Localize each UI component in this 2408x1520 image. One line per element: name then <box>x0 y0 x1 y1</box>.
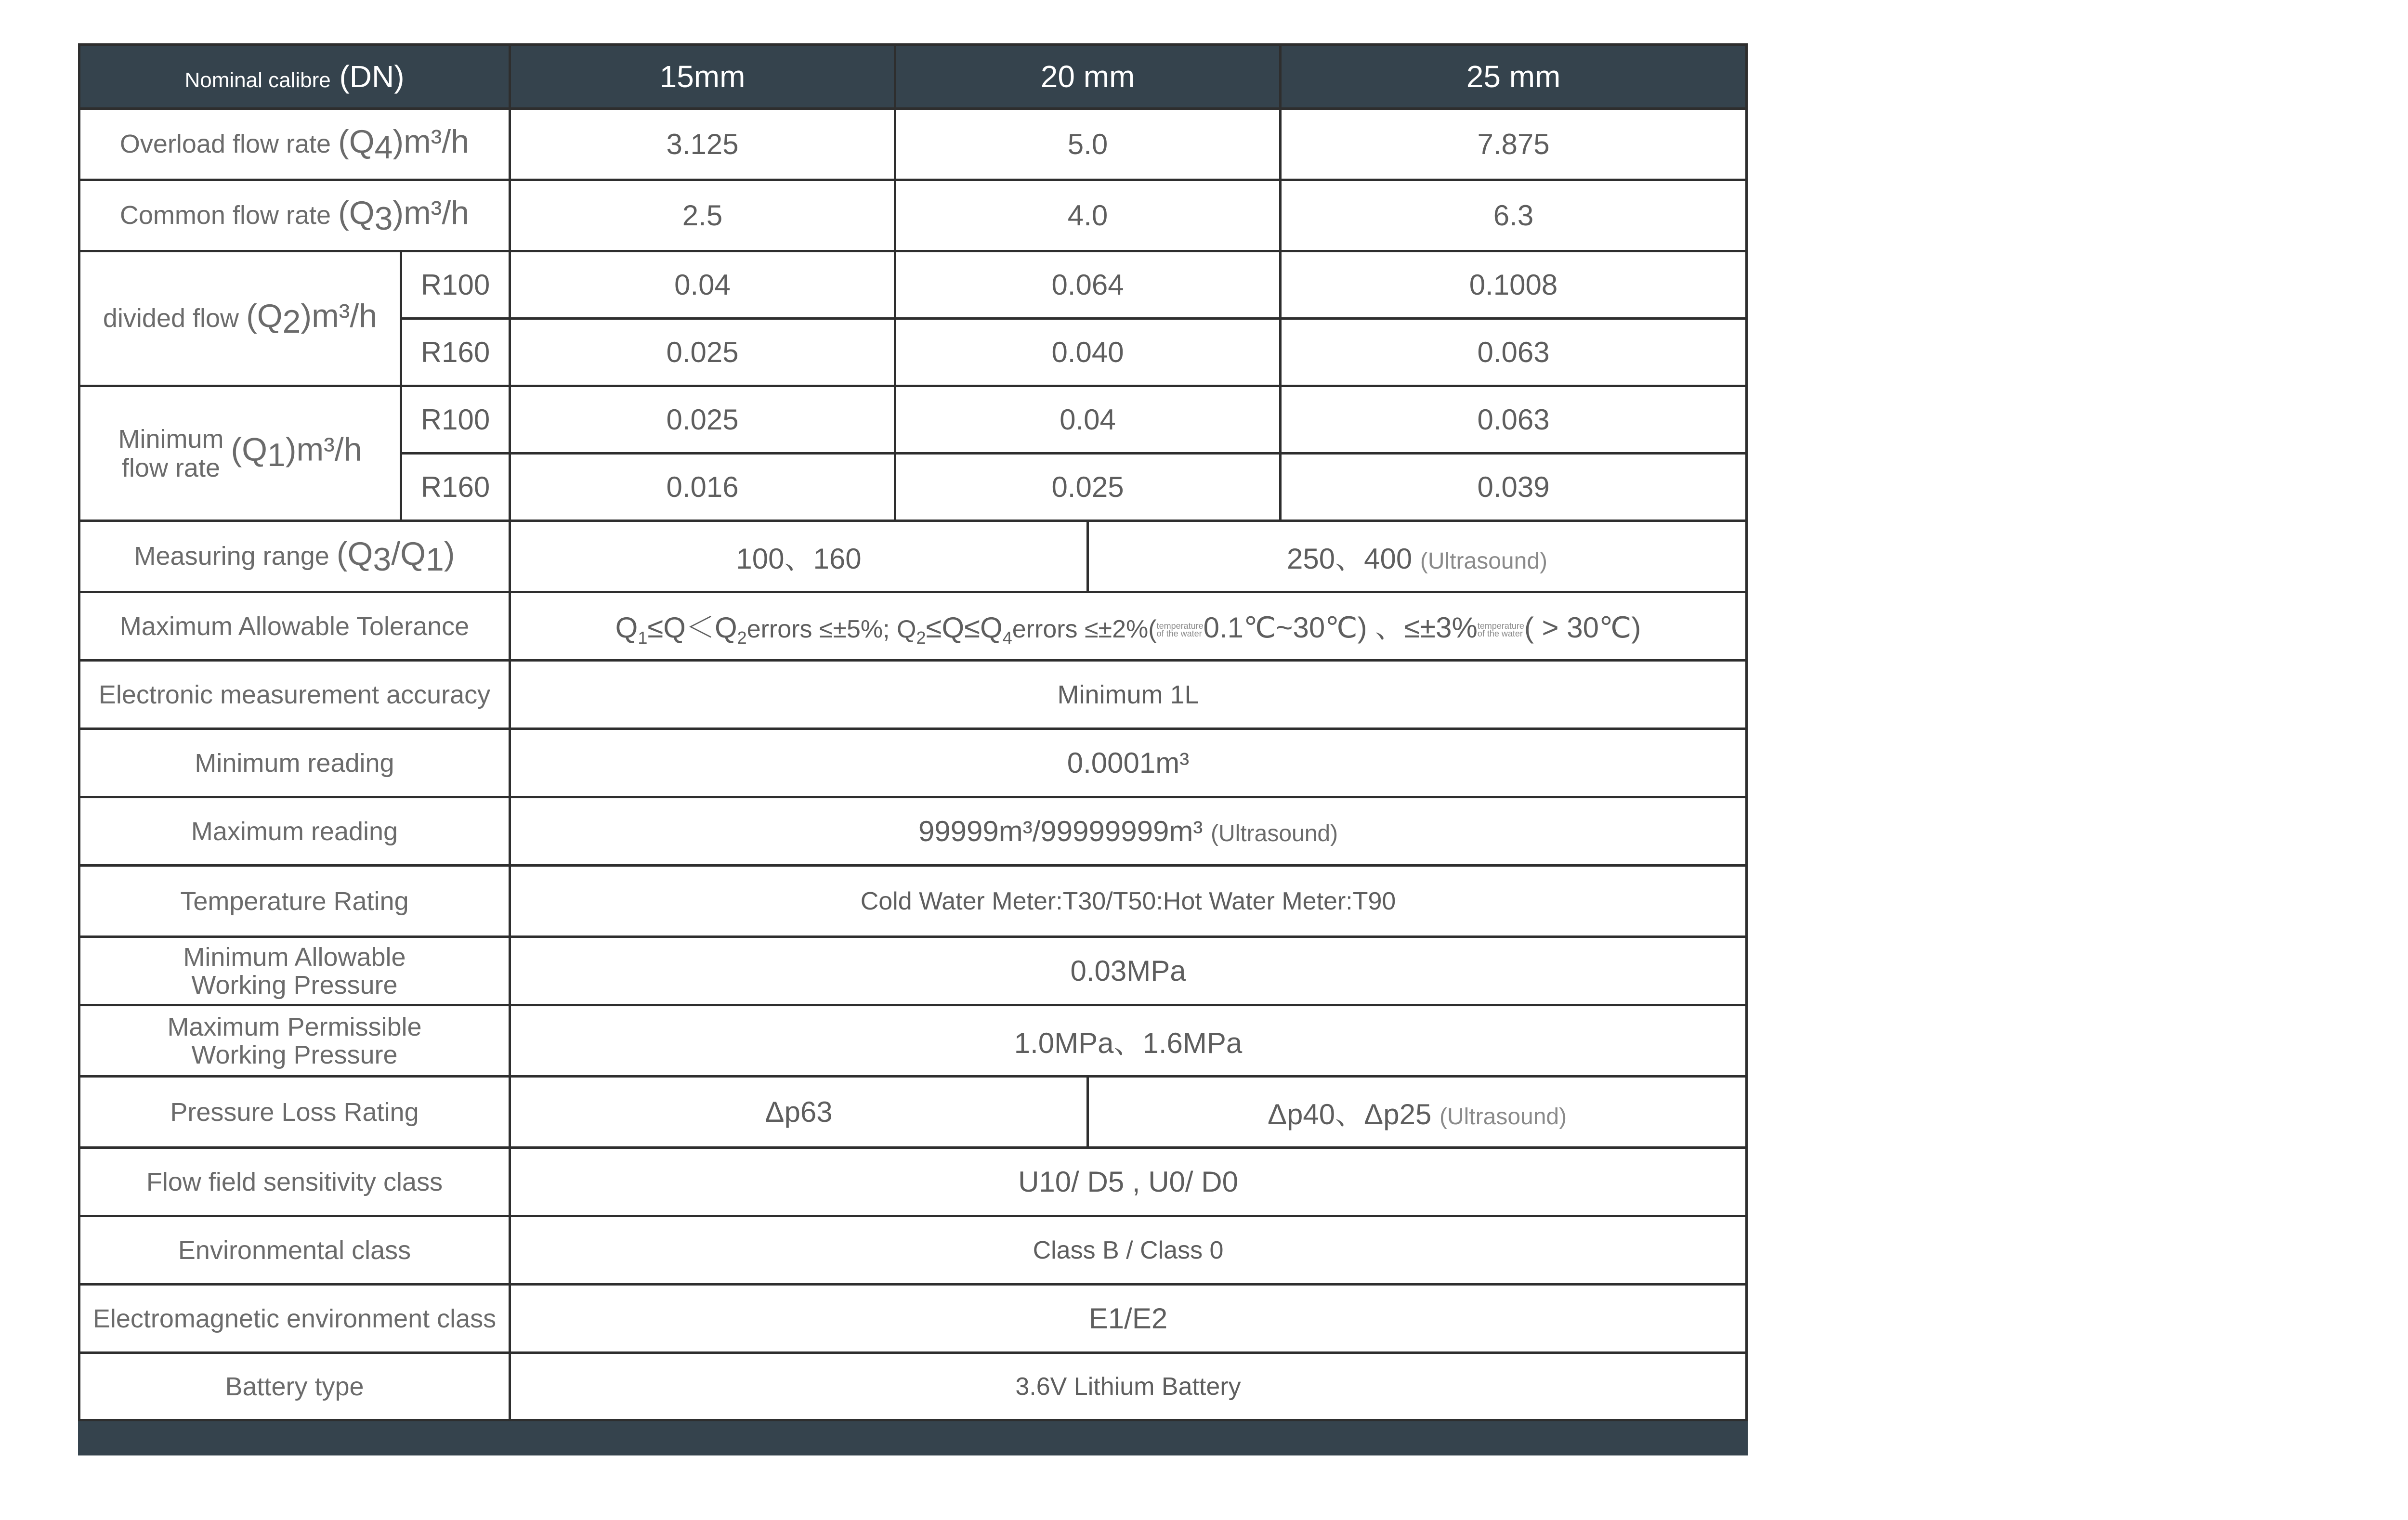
size-15mm-header: 15mm <box>510 45 895 109</box>
temperature-label: Temperature Rating <box>79 866 510 937</box>
max-pressure-row <box>79 1005 1747 1077</box>
temperature-note-1: temperature of the water <box>1156 621 1204 638</box>
min-pressure-label: Minimum Allowable Working Pressure <box>79 937 510 1005</box>
overload-20: 5.0 <box>895 109 1281 180</box>
flow-field-value: U10/ D5 , U0/ D0 <box>510 1148 1747 1216</box>
overload-15: 3.125 <box>510 109 895 180</box>
minflow-r100-25: 0.063 <box>1281 386 1747 454</box>
accuracy-value: Minimum 1L <box>510 661 1747 729</box>
min-pressure-value: 0.03MPa <box>510 937 1747 1005</box>
minflow-r160-15: 0.016 <box>510 454 895 521</box>
measuring-range-left: 100、160 <box>510 521 1088 592</box>
measuring-range-row <box>79 521 1747 592</box>
battery-value: 3.6V Lithium Battery <box>510 1353 1747 1420</box>
divided-r100-label: R100 <box>401 251 510 319</box>
nominal-calibre-header: Nominal calibre (DN) <box>79 45 510 109</box>
pressure-loss-row <box>79 1077 1747 1148</box>
flow-field-label: Flow field sensitivity class <box>79 1148 510 1216</box>
accuracy-row <box>79 661 1747 729</box>
measuring-range-right: 250、400 (Ultrasound) <box>1088 521 1747 592</box>
battery-row <box>79 1353 1747 1420</box>
divided-r100-row <box>79 251 1747 319</box>
tolerance-value: $Q_1\le Q<Q_2errors \le\pm 5\%$; $Q_2\le Q\le Q_4errors$ ≤±2%(temperature of the water0.1℃~30℃) 、≤±3%temperature of the water( > 30℃) <box>510 592 1747 661</box>
divided-r160-label: R160 <box>401 319 510 386</box>
max-reading-row <box>79 797 1747 866</box>
tolerance-row <box>79 592 1747 661</box>
flow-field-row <box>79 1148 1747 1216</box>
min-reading-label: Minimum reading <box>79 729 510 797</box>
minflow-r160-label: R160 <box>401 454 510 521</box>
common-15: 2.5 <box>510 180 895 251</box>
max-reading-label: Maximum reading <box>79 797 510 866</box>
minflow-label: Minimum flow rate $(Q_1)m^3/h$ <box>79 386 401 521</box>
minflow-r160-20: 0.025 <box>895 454 1281 521</box>
overload-25: 7.875 <box>1281 109 1747 180</box>
divided-label: divided flow $(Q_2)m^3/h$ <box>79 251 401 386</box>
divided-r100-15: 0.04 <box>510 251 895 319</box>
measuring-range-label: Measuring range $(Q_3/Q_1)$ <box>79 521 510 592</box>
size-25mm-header: 25 mm <box>1281 45 1747 109</box>
overload-row <box>79 109 1747 180</box>
electromagnetic-label: Electromagnetic environment class <box>79 1285 510 1353</box>
pressure-loss-right: Δp40、Δp25 (Ultrasound) <box>1088 1077 1747 1148</box>
max-pressure-label: Maximum Permissible Working Pressure <box>79 1005 510 1077</box>
divided-r100-25: 0.1008 <box>1281 251 1747 319</box>
footer-band <box>79 1420 1747 1455</box>
size-20mm-header: 20 mm <box>895 45 1281 109</box>
minflow-r100-15: 0.025 <box>510 386 895 454</box>
common-row <box>79 180 1747 251</box>
minflow-r100-20: 0.04 <box>895 386 1281 454</box>
minflow-r100-row <box>79 386 1747 454</box>
footer-bar <box>79 1420 1747 1455</box>
environmental-row <box>79 1216 1747 1285</box>
min-reading-value: 0.0001m³ <box>510 729 1747 797</box>
overload-label: Overload flow rate $(Q_4)m^3/h$ <box>79 109 510 180</box>
min-pressure-row <box>79 937 1747 1005</box>
header-row <box>79 45 1747 109</box>
electromagnetic-value: E1/E2 <box>510 1285 1747 1353</box>
environmental-label: Environmental class <box>79 1216 510 1285</box>
tolerance-label: Maximum Allowable Tolerance <box>79 592 510 661</box>
environmental-value: Class B / Class 0 <box>510 1216 1747 1285</box>
min-reading-row <box>79 729 1747 797</box>
common-20: 4.0 <box>895 180 1281 251</box>
accuracy-label: Electronic measurement accuracy <box>79 661 510 729</box>
temperature-row <box>79 866 1747 937</box>
max-reading-value: 99999m³/99999999m³ (Ultrasound) <box>510 797 1747 866</box>
minflow-r160-25: 0.039 <box>1281 454 1747 521</box>
pressure-loss-label: Pressure Loss Rating <box>79 1077 510 1148</box>
divided-r160-25: 0.063 <box>1281 319 1747 386</box>
divided-r160-20: 0.040 <box>895 319 1281 386</box>
common-25: 6.3 <box>1281 180 1747 251</box>
common-label: Common flow rate $(Q_3)m^3/h$ <box>79 180 510 251</box>
specification-table <box>78 43 1745 1455</box>
max-pressure-value: 1.0MPa、1.6MPa <box>510 1005 1747 1077</box>
minflow-r100-label: R100 <box>401 386 510 454</box>
divided-r100-20: 0.064 <box>895 251 1281 319</box>
spec-grid <box>78 43 1748 1455</box>
electromagnetic-row <box>79 1285 1747 1353</box>
pressure-loss-left: Δp63 <box>510 1077 1088 1148</box>
temperature-value: Cold Water Meter:T30/T50:Hot Water Meter:T90 <box>510 866 1747 937</box>
temperature-note-2: temperature of the water <box>1477 621 1524 638</box>
divided-r160-15: 0.025 <box>510 319 895 386</box>
battery-label: Battery type <box>79 1353 510 1420</box>
